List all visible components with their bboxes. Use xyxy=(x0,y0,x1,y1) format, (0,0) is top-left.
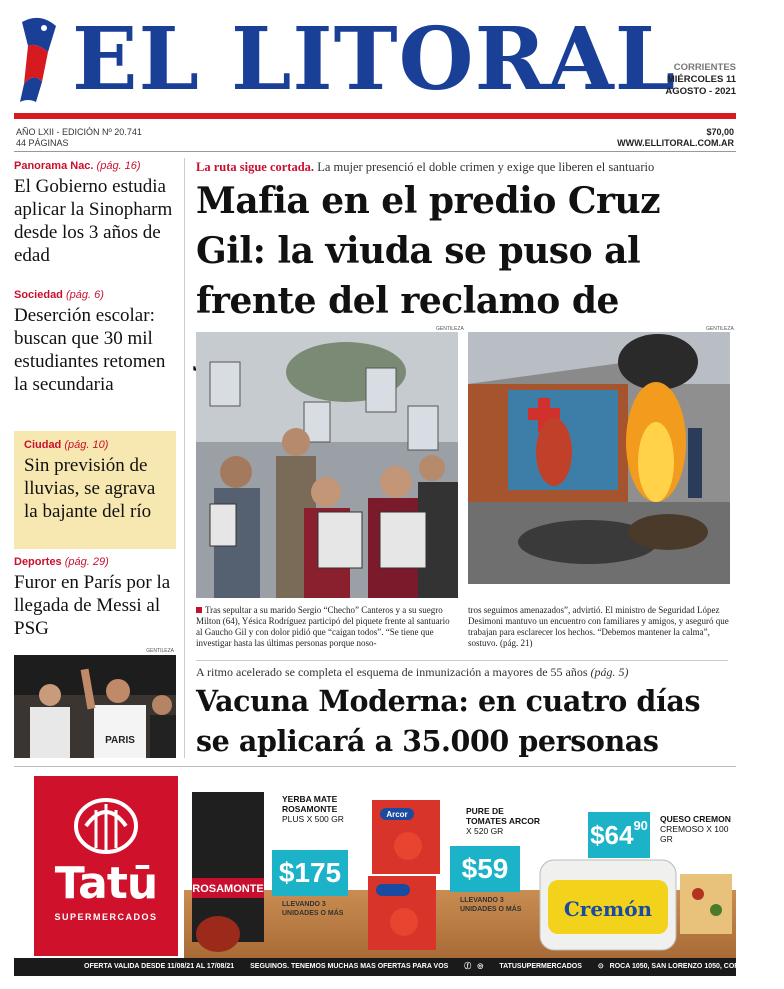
protest-photo-illustration xyxy=(196,332,458,598)
cover-price: $70,00 xyxy=(706,127,734,137)
photo-credit: GENTILEZA xyxy=(436,326,464,332)
promo-note-yerba: LLEVANDO 3 UNIDADES O MÁS xyxy=(282,901,344,917)
instagram-icon[interactable]: ◎ xyxy=(477,963,484,970)
lead-kicker-red: La ruta sigue cortada. xyxy=(196,160,315,174)
location-pin-icon: ⊙ xyxy=(597,963,604,970)
lead-kicker-text: La mujer presenció el doble crimen y exige que liberen el santuario xyxy=(317,160,655,174)
facebook-icon[interactable]: ⓕ xyxy=(464,963,472,970)
vaccine-headline[interactable]: Vacuna Moderna: en cuatro días se aplicará a 35.000 personas xyxy=(196,684,701,758)
product-label-queso: QUESO CREMON CREMOSO X 100 GR xyxy=(660,814,731,844)
edition-meta xyxy=(16,127,142,149)
city-label: CORRIENTES xyxy=(673,62,736,73)
product-label-pure: PURE DE TOMATES ARCOR X 520 GR xyxy=(466,806,540,836)
svg-text:Arcor: Arcor xyxy=(386,810,408,819)
promo-note-pure: LLEVANDO 3 UNIDADES O MÁS xyxy=(460,897,522,913)
tatu-brand-panel xyxy=(34,776,178,956)
armadillo-logo-icon xyxy=(72,794,140,854)
ad-divider xyxy=(14,766,736,767)
shirt-text: PARIS xyxy=(105,735,135,746)
photo-credit: GENTILEZA xyxy=(146,648,174,654)
ad-footer-bar xyxy=(14,958,770,976)
messi-photo[interactable] xyxy=(14,648,176,758)
sidebar-item-ciudad[interactable] xyxy=(14,431,176,549)
price-tag-yerba: $175 xyxy=(272,850,348,896)
page-count: 44 PÁGINAS xyxy=(16,138,69,148)
lead-caption-right: tros seguimos amenazados”, advirtió. El ministro de Seguridad López Desimoni mantuvo un encuentro con familiares y amigos, y aseguró que trabajan para esclarecer los hechos. “Debemos mantener la calma”, sostuvo. (pág. 21) xyxy=(468,605,729,648)
masthead-divider xyxy=(14,113,736,119)
burning-roadblock-photo[interactable] xyxy=(468,332,730,584)
ad-slogan: SEGUINOS. TENEMOS MUCHAS MAS OFERTAS PARA VOS xyxy=(250,963,449,970)
messi-photo-illustration xyxy=(14,655,176,758)
sidebar-item-panorama[interactable] xyxy=(14,160,176,267)
sidebar-headline: Deserción escolar: buscan que 30 mil estudiantes retomen la secundaria xyxy=(14,305,166,395)
section-kicker: Sociedad (pág. 6) xyxy=(14,289,104,301)
story-divider xyxy=(196,660,728,661)
price-site xyxy=(617,127,734,149)
column-divider xyxy=(184,158,185,758)
ad-address: ROCA 1050, SAN LORENZO 1050, CORRIENTES xyxy=(609,963,770,970)
vaccine-kicker: A ritmo acelerado se completa el esquema de inmunización a mayores de 55 años (pág. 5) xyxy=(196,665,629,679)
edition-info xyxy=(665,62,736,98)
photo-credit: GENTILEZA xyxy=(706,326,734,332)
price-tag-pure: $59 xyxy=(450,846,520,892)
product-label-yerba: YERBA MATE ROSAMONTE PLUS X 500 GR xyxy=(282,794,344,824)
year-edition: AÑO LXII - EDICIÓN Nº 20.741 xyxy=(16,127,142,137)
protest-photo[interactable] xyxy=(196,332,458,598)
brand-subtitle: SUPERMERCADOS xyxy=(54,912,158,922)
price-tag-queso: $\$64^{90}$ xyxy=(588,812,650,858)
sidebar-item-deportes[interactable] xyxy=(14,556,176,640)
supermarket-ad[interactable] xyxy=(14,770,770,976)
sidebar-item-sociedad[interactable] xyxy=(14,289,176,396)
masthead xyxy=(14,9,736,110)
cheese-package-image xyxy=(538,854,736,954)
sidebar-headline: Sin previsión de lluvias, se agrava la bajante del río xyxy=(24,455,156,522)
svg-text:Cremón: Cremón xyxy=(563,897,653,921)
newspaper-logo: EL LITORAL xyxy=(72,9,677,110)
date-month-year: AGOSTO - 2021 xyxy=(665,86,736,97)
sidebar-headline: Furor en París por la llegada de Messi al PSG xyxy=(14,572,171,639)
date-day: MIÉRCOLES 11 xyxy=(666,74,736,85)
roadblock-photo-illustration xyxy=(468,332,730,584)
brand-name: Tatū xyxy=(54,858,158,909)
meta-divider xyxy=(14,151,736,152)
caption-bullet xyxy=(196,607,202,613)
ad-validity: OFERTA VALIDA DESDE 11/08/21 AL 17/08/21 xyxy=(84,963,235,970)
lead-kicker xyxy=(196,160,654,175)
lead-headline[interactable]: Mafia en el predio Cruz Gil: la viuda se puso al frente del reclamo de xyxy=(196,180,661,322)
sidebar-headline: El Gobierno estudia aplicar la Sinopharm desde los 3 años de edad xyxy=(14,176,173,266)
section-kicker: Ciudad (pág. 10) xyxy=(24,439,109,451)
yerba-package-image xyxy=(186,792,270,952)
ad-social-handle[interactable]: TATUSUPERMERCADOS xyxy=(499,963,582,970)
section-kicker: Deportes (pág. 29) xyxy=(14,556,109,568)
section-kicker: Panorama Nac. (pág. 16) xyxy=(14,160,141,172)
tomato-puree-package-image xyxy=(364,800,448,950)
bird-logo-icon xyxy=(14,12,64,104)
svg-text:ROSAMONTE: ROSAMONTE xyxy=(192,883,264,895)
lead-caption-left: Tras sepultar a su marido Sergio “Checho” Canteros y a su suegro Milton (64), Yésica Rodríguez participó del piquete frente al santuario al Gaucho Gil y con dolor pidió que “caigan todos”. “Se tiene que investigar hasta las últimas personas porque noso- xyxy=(196,605,450,648)
website-link[interactable]: WWW.ELLITORAL.COM.AR xyxy=(617,138,734,148)
